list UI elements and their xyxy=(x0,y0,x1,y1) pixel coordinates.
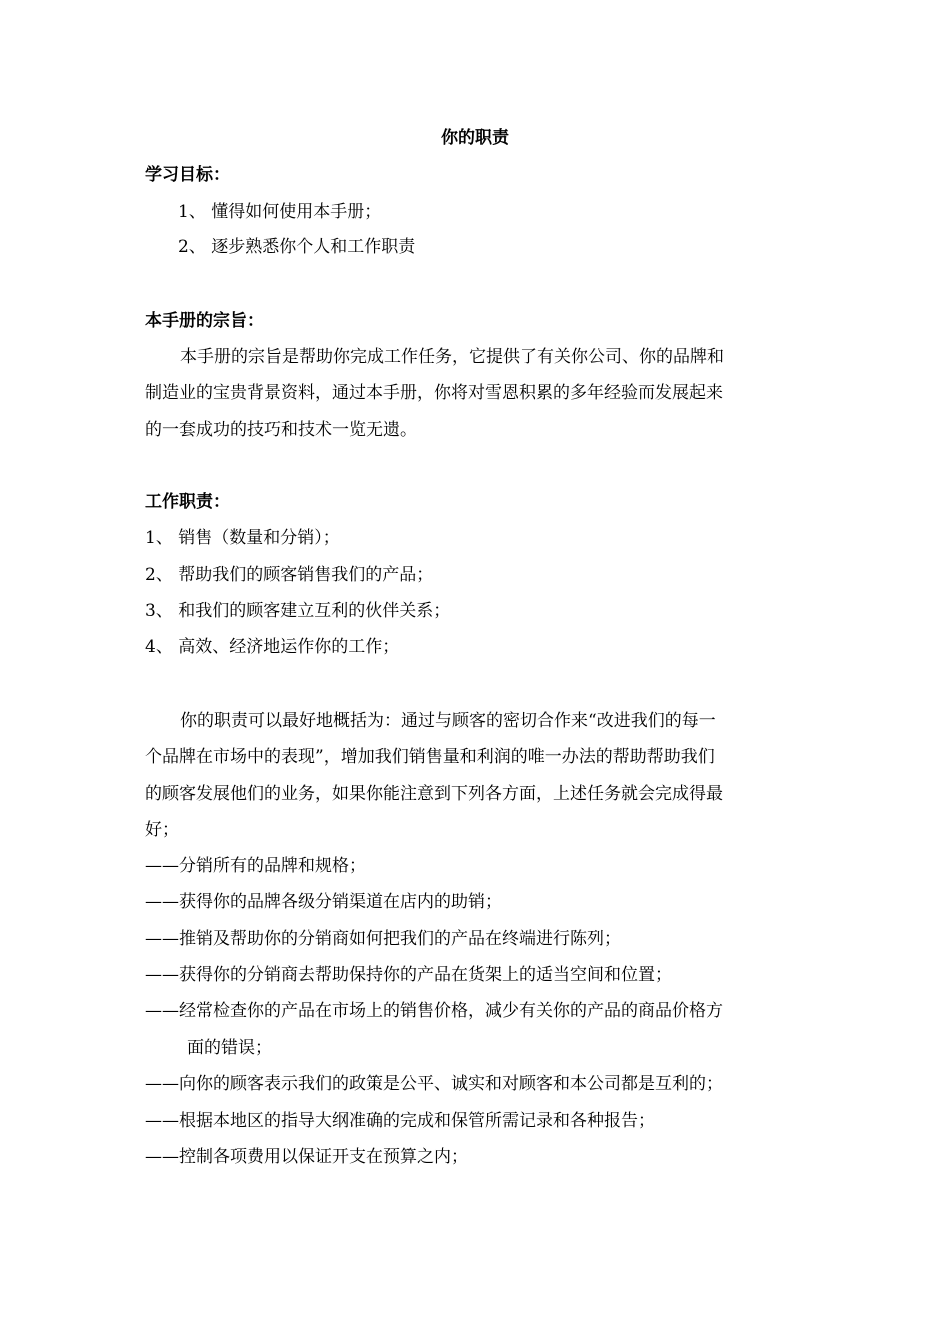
duty-item: 4、 高效、经济地运作你的工作； xyxy=(145,637,400,657)
objective-item: 1、 懂得如何使用本手册； xyxy=(178,202,382,222)
bullet-item: ——获得你的品牌各级分销渠道在店内的助销； xyxy=(145,892,502,912)
summary-paragraph-line: 个品牌在市场中的表现”，增加我们销售量和利润的唯一办法的帮助帮助我们 xyxy=(145,747,715,767)
bullet-item: ——向你的顾客表示我们的政策是公平、诚实和对顾客和本公司都是互利的； xyxy=(145,1074,723,1094)
duty-item: 2、 帮助我们的顾客销售我们的产品； xyxy=(145,565,434,585)
objectives-heading: 学习目标： xyxy=(145,165,230,185)
purpose-paragraph-line: 的一套成功的技巧和技术一览无遗。 xyxy=(145,420,417,440)
purpose-paragraph-line: 本手册的宗旨是帮助你完成工作任务，它提供了有关你公司、你的品牌和 xyxy=(180,347,724,367)
page-title: 你的职责 xyxy=(441,128,509,148)
duty-item: 1、 销售（数量和分销）； xyxy=(145,528,340,548)
bullet-item: ——根据本地区的指导大纲准确的完成和保管所需记录和各种报告； xyxy=(145,1111,655,1131)
objective-item: 2、 逐步熟悉你个人和工作职责 xyxy=(178,237,416,257)
summary-paragraph-line: 的顾客发展他们的业务，如果你能注意到下列各方面，上述任务就会完成得最 xyxy=(145,784,723,804)
bullet-item: ——经常检查你的产品在市场上的销售价格，减少有关你的产品的商品价格方 xyxy=(145,1001,723,1021)
bullet-item: ——推销及帮助你的分销商如何把我们的产品在终端进行陈列； xyxy=(145,929,621,949)
duties-heading: 工作职责： xyxy=(145,492,230,512)
summary-paragraph-line: 你的职责可以最好地概括为：通过与顾客的密切合作来“改进我们的每一 xyxy=(180,711,716,731)
duty-item: 3、 和我们的顾客建立互利的伙伴关系； xyxy=(145,601,451,621)
summary-paragraph-line: 好； xyxy=(145,820,179,840)
purpose-paragraph-line: 制造业的宝贵背景资料，通过本手册，你将对雪恩积累的多年经验而发展起来 xyxy=(145,383,723,403)
bullet-item: ——控制各项费用以保证开支在预算之内； xyxy=(145,1147,468,1167)
purpose-heading: 本手册的宗旨： xyxy=(145,311,264,331)
bullet-item: ——获得你的分销商去帮助保持你的产品在货架上的适当空间和位置； xyxy=(145,965,672,985)
bullet-item-continuation: 面的错误； xyxy=(187,1038,272,1058)
bullet-item: ——分销所有的品牌和规格； xyxy=(145,856,366,876)
